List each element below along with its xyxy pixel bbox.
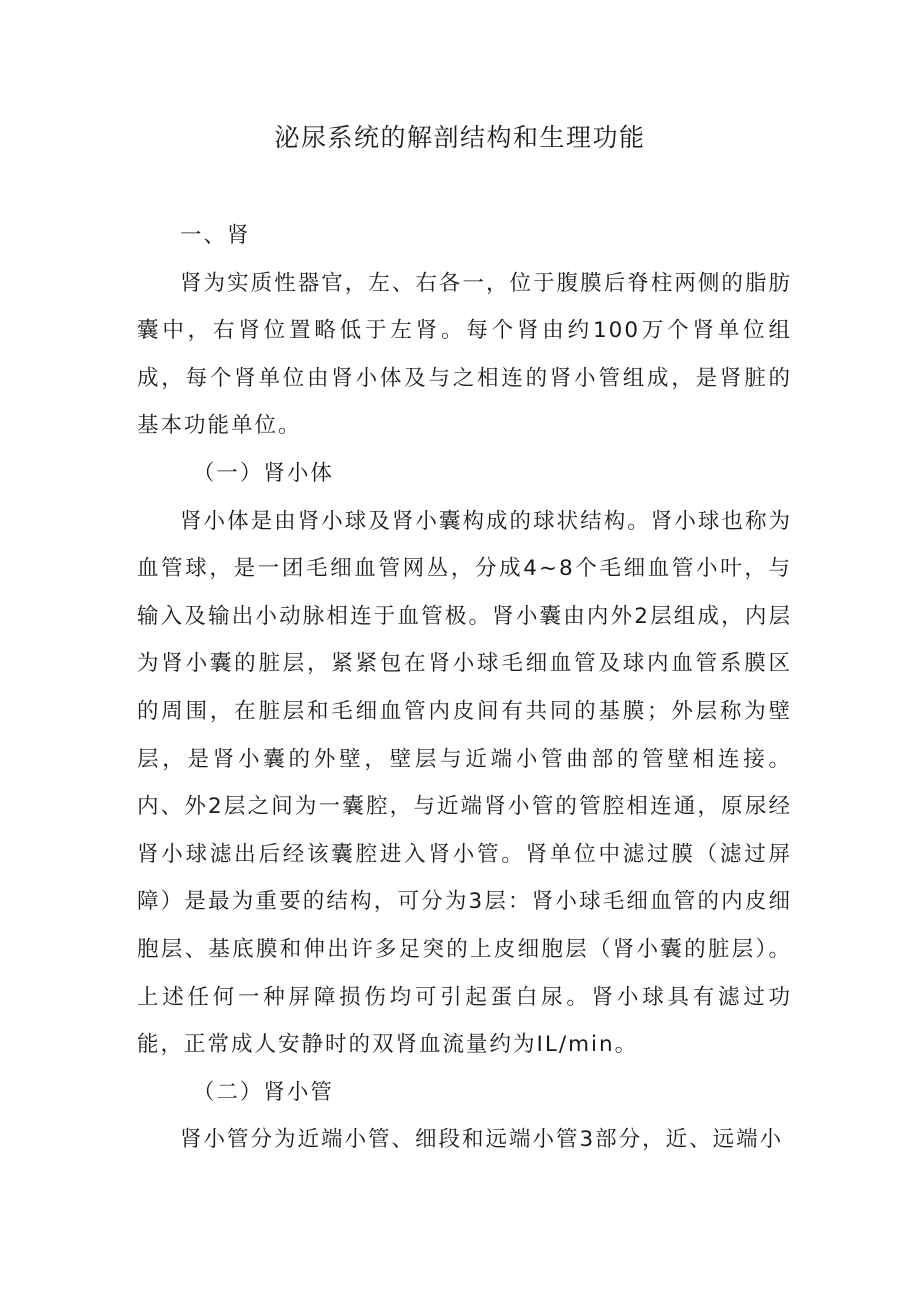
document-title: 泌尿系统的解剖结构和生理功能 bbox=[274, 123, 646, 152]
paragraph-renal-tubule: 肾小管分为近端小管、细段和远端小管3部分，近、远端小 bbox=[180, 1127, 784, 1153]
subsection-heading-renal-corpuscle: （一）肾小体 bbox=[192, 460, 334, 486]
paragraph-renal-corpuscle: 肾小体是由肾小球及肾小囊构成的球状结构。肾小球也称为血管球，是一团毛细血管网丛，分成4~8个毛细血管小叶，与输入及输出小动脉相连于血管极。肾小囊由内外2层组成，内层为肾小囊的脏层，紧紧包在肾小球毛细血管及球内血管系膜区的周围，在脏层和毛细血管内皮间有共同的基膜；外层称为壁层，是肾小囊的外壁，壁层与近端小管曲部的管壁相连接。内、外2层之间为一囊腔，与近端肾小管的管腔相连通，原尿经肾小球滤出后经该囊腔进入肾小管。肾单位中滤过膜（滤过屏障）是最为重要的结构，可分为3层：肾小球毛细血管的内皮细胞层、基底膜和伸出许多足突的上皮细胞层（肾小囊的脏层）。上述任何一种屏障损伤均可引起蛋白尿。肾小球具有滤过功能，正常成人安静时的双肾血流量约为IL/min。 bbox=[137, 508, 792, 1058]
paragraph-kidney-intro: 肾为实质性器官，左、右各一，位于腹膜后脊柱两侧的脂肪囊中，右肾位置略低于左肾。每个肾由约100万个肾单位组成，每个肾单位由肾小体及与之相连的肾小管组成，是肾脏的基本功能单位。 bbox=[137, 270, 792, 439]
subsection-heading-renal-tubule: （二）肾小管 bbox=[192, 1079, 334, 1105]
section-heading-kidney: 一、肾 bbox=[180, 223, 251, 248]
document-body bbox=[137, 212, 792, 1164]
